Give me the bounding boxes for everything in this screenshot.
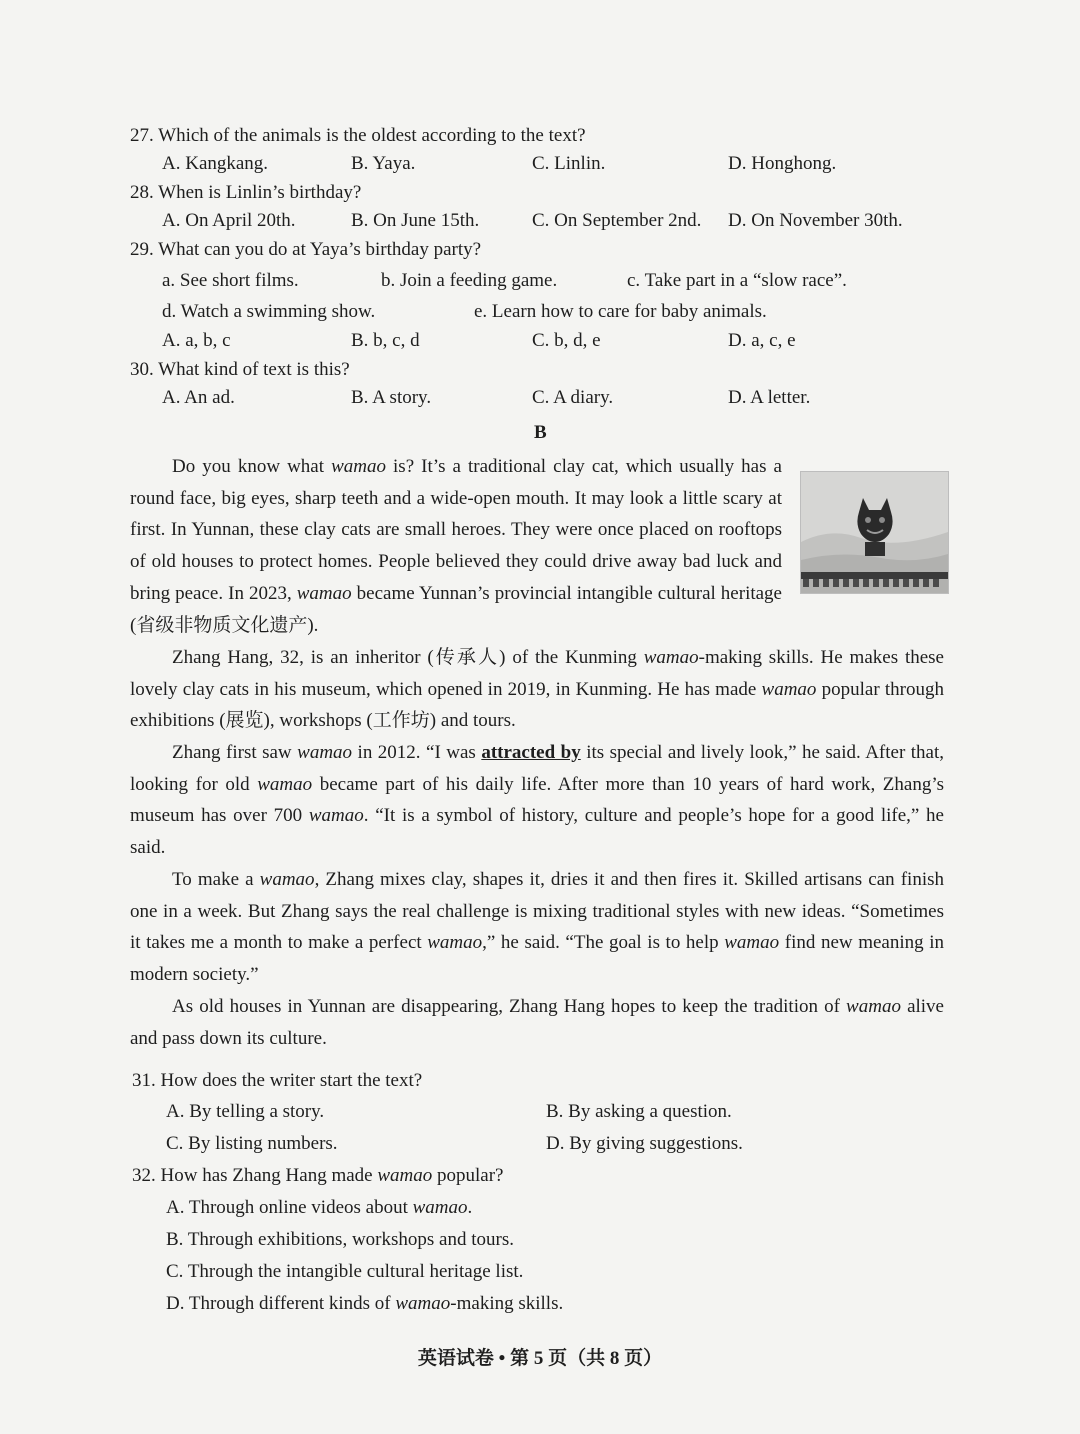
option-d: D. On November 30th. xyxy=(728,210,903,231)
passage-paragraph-1: Do you know what wamao is? It’s a traditional clay cat, which usually has a round face, big eyes, sharp teeth and a wide-open mouth. It may look a little scary at first. In Yunnan, these clay cats are small heroes. They were once placed on rooftops of old houses to protect homes. People believed they could drive away bad luck and bring peace. In 2023, wamao became Yunnan’s provincial intangible cultural heritage (省级非物质文化遗产). xyxy=(130,456,782,636)
question-32-option-c: C. Through the intangible cultural heritage list. xyxy=(166,1261,524,1282)
option-b: B. A story. xyxy=(351,387,432,408)
sub-item-e: e. Learn how to care for baby animals. xyxy=(474,301,767,322)
option-a: A. On April 20th. xyxy=(162,210,296,231)
passage-paragraph-4: To make a wamao, Zhang mixes clay, shapes it, dries it and then fires it. Skilled artisans can finish one in a week. But Zhang says the real challenge is mixing traditional styles with new ideas. “Sometimes it takes me a month to make a perfect wamao,” he said. “The goal is to help wamao find new meaning in modern society.” xyxy=(130,869,945,986)
sub-item-c: c. Take part in a “slow race”. xyxy=(627,270,847,291)
question-32-option-b: B. Through exhibitions, workshops and tours. xyxy=(166,1229,514,1250)
option-d: D. By giving suggestions. xyxy=(546,1133,743,1154)
passage-paragraph-2: Zhang Hang, 32, is an inheritor (传承人) of the Kunming wamao-making skills. He makes these lovely clay cats in his museum, which opened in 2019, in Kunming. He has made wamao popular through exhibitions (展览), workshops (工作坊) and tours. xyxy=(130,647,944,732)
option-d: D. Honghong. xyxy=(728,153,837,174)
page-footer: 英语试卷 • 第 5 页（共 8 页） xyxy=(417,1348,663,1369)
option-a: A. By telling a story. xyxy=(166,1101,325,1122)
option-a: A. An ad. xyxy=(162,387,235,408)
section-heading: B xyxy=(534,422,547,443)
sub-item-d: d. Watch a swimming show. xyxy=(162,301,376,322)
question-32-stem: 32. How has Zhang Hang made wamao popular? xyxy=(132,1165,504,1186)
option-b: B. Yaya. xyxy=(351,153,416,174)
option-c: C. b, d, e xyxy=(532,330,601,351)
question-27-stem: 27. Which of the animals is the oldest according to the text? xyxy=(130,125,586,146)
question-29-subitems-1 xyxy=(162,268,942,294)
question-29-options xyxy=(162,328,942,354)
option-c: C. By listing numbers. xyxy=(166,1133,338,1154)
wamao-illustration xyxy=(801,472,948,593)
underlined-phrase: attracted by xyxy=(481,742,581,763)
option-b: B. On June 15th. xyxy=(351,210,480,231)
question-30-stem: 30. What kind of text is this? xyxy=(130,359,350,380)
option-a: A. a, b, c xyxy=(162,330,231,351)
passage-paragraph-5: As old houses in Yunnan are disappearing, Zhang Hang hopes to keep the tradition of wamao alive and pass down its culture. xyxy=(130,996,944,1049)
wamao-photo xyxy=(800,471,949,594)
question-32-option-d: D. Through different kinds of wamao-making skills. xyxy=(166,1293,564,1314)
option-c: C. On September 2nd. xyxy=(532,210,702,231)
question-31-options-2 xyxy=(166,1131,866,1157)
question-31-stem: 31. How does the writer start the text? xyxy=(132,1070,423,1091)
question-29-stem: 29. What can you do at Yaya’s birthday party? xyxy=(130,239,482,260)
question-27-options xyxy=(162,151,942,177)
option-a: A. Kangkang. xyxy=(162,153,269,174)
question-31-options-1 xyxy=(166,1099,866,1125)
option-b: B. b, c, d xyxy=(351,330,420,351)
option-c: C. A diary. xyxy=(532,387,614,408)
question-29-subitems-2 xyxy=(162,299,942,325)
option-d: D. A letter. xyxy=(728,387,811,408)
option-d: D. a, c, e xyxy=(728,330,796,351)
question-32-option-a: A. Through online videos about wamao. xyxy=(166,1197,473,1218)
question-28-stem: 28. When is Linlin’s birthday? xyxy=(130,182,362,203)
question-30-options xyxy=(162,385,942,411)
passage-paragraph-3: Zhang first saw wamao in 2012. “I was attracted by its special and lively look,” he said. After that, looking for old wamao became part of his daily life. After more than 10 years of hard work, Zhang’s museum has over 700 wamao. “It is a symbol of history, culture and people’s hope for a good life,” he said. xyxy=(130,742,945,859)
sub-item-a: a. See short films. xyxy=(162,270,299,291)
sub-item-b: b. Join a feeding game. xyxy=(381,270,558,291)
option-b: B. By asking a question. xyxy=(546,1101,732,1122)
question-28-options xyxy=(162,208,942,234)
option-c: C. Linlin. xyxy=(532,153,606,174)
